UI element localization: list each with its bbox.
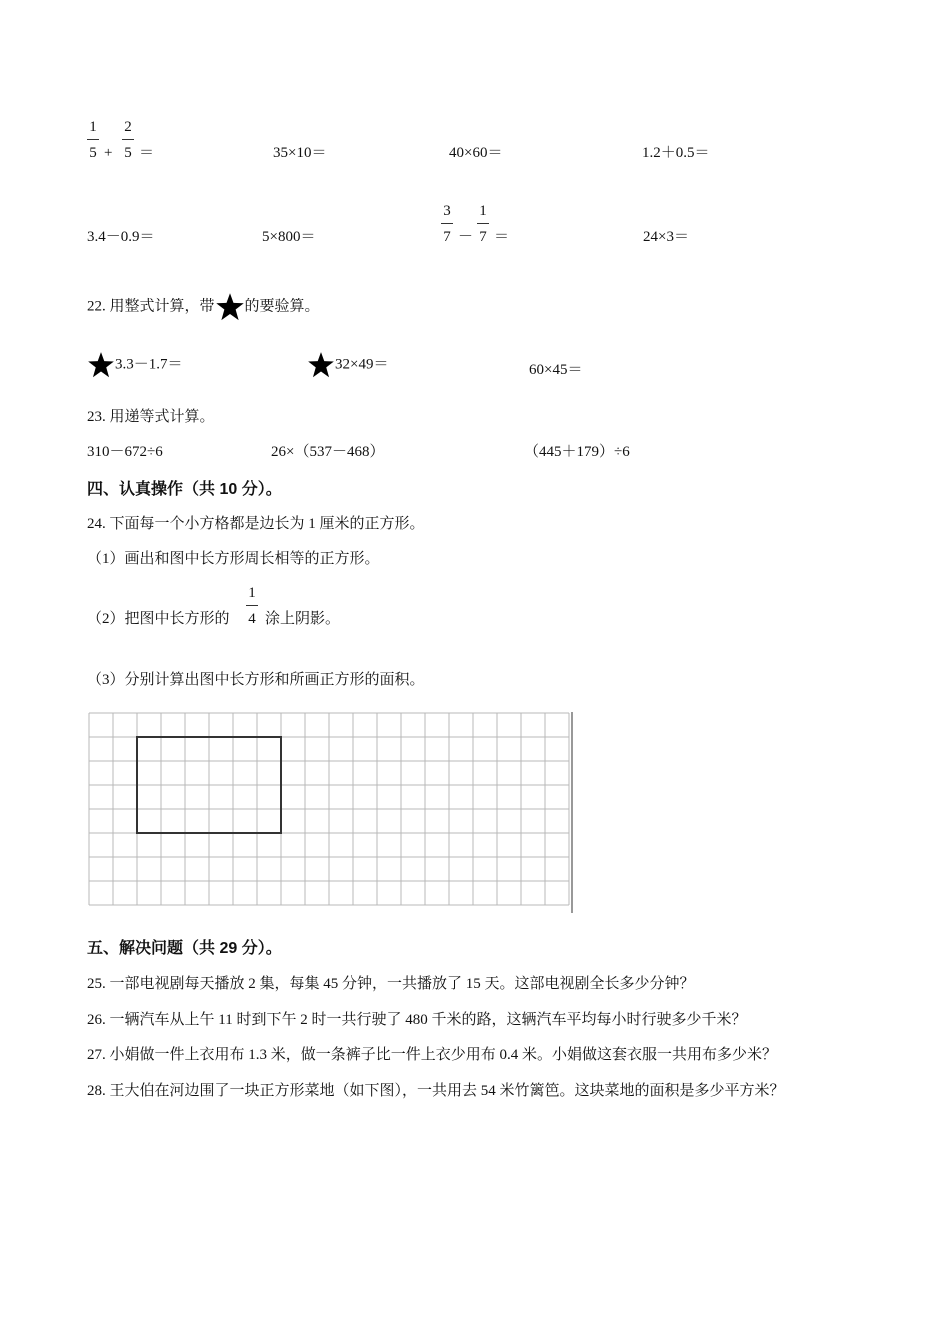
expression-1.2plus0.5: 1.2＋0.5＝ xyxy=(642,145,710,161)
expression-24x3: 24×3＝ xyxy=(643,229,689,245)
fraction-denominator: 5 xyxy=(124,145,132,161)
star-icon xyxy=(215,292,245,322)
q23-expression-3: （445＋179）÷6 xyxy=(524,444,630,460)
question-22-prefix: 22. 用整式计算，带 xyxy=(87,298,215,315)
question-23-title: 23. 用递等式计算。 xyxy=(87,409,215,425)
expression-5x800: 5×800＝ xyxy=(262,229,316,245)
question-26: 26. 一辆汽车从上午 11 时到下午 2 时一共行驶了 480 千米的路，这辆汽车平均每小时行驶多少千米？ xyxy=(87,1012,747,1028)
q24-sub-2-prefix: （2）把图中长方形的 xyxy=(87,611,230,627)
star-icon xyxy=(87,350,115,380)
question-22 xyxy=(87,292,320,322)
minus-sign: － xyxy=(458,229,474,245)
fraction-two-fifths xyxy=(122,120,134,161)
question-28: 28. 王大伯在河边围了一块正方形菜地（如下图），一共用去 54 米竹篱笆。这块菜地的面积是多少平方米？ xyxy=(87,1083,785,1099)
plus-sign: + xyxy=(104,145,113,161)
equals-sign: ＝ xyxy=(139,145,155,161)
expression-35x10: 35×10＝ xyxy=(273,145,327,161)
square-grid-figure xyxy=(88,712,578,925)
question-25: 25. 一部电视剧每天播放 2 集，每集 45 分钟，一共播放了 15 天。这部电视剧全长多少分钟？ xyxy=(87,976,695,992)
fraction-numerator: 3 xyxy=(443,203,451,219)
fraction-denominator: 7 xyxy=(443,229,451,245)
q23-expression-1: 310－672÷6 xyxy=(87,444,163,460)
section-5-heading: 五、解决问题（共 29 分）。 xyxy=(87,940,282,957)
expression-40x60: 40×60＝ xyxy=(449,145,503,161)
q24-sub-2-suffix: 涂上阴影。 xyxy=(265,611,341,627)
fraction-one-fifth xyxy=(87,120,99,161)
q23-expression-2: 26×（537－468） xyxy=(271,444,385,460)
fraction-denominator: 5 xyxy=(89,145,97,161)
q22-expression-2: 32×49＝ xyxy=(307,350,388,380)
fraction-one-quarter xyxy=(246,586,258,627)
star-icon xyxy=(307,350,335,380)
fraction-one-seventh xyxy=(477,204,489,245)
section-4-heading: 四、认真操作（共 10 分）。 xyxy=(87,481,282,498)
question-27: 27. 小娟做一件上衣用布 1.3 米，做一条裤子比一件上衣少用布 0.4 米。小娟做这套衣服一共用布多少米？ xyxy=(87,1047,778,1063)
question-24: 24. 下面每一个小方格都是边长为 1 厘米的正方形。 xyxy=(87,516,425,532)
q22-expression-3: 60×45＝ xyxy=(529,362,583,378)
fraction-numerator: 1 xyxy=(248,585,256,601)
fraction-three-sevenths xyxy=(441,204,453,245)
q24-sub-1: （1）画出和图中长方形周长相等的正方形。 xyxy=(87,551,380,567)
question-22-suffix: 的要验算。 xyxy=(244,298,320,315)
expression-3.4minus0.9: 3.4－0.9＝ xyxy=(87,229,155,245)
equals-sign: ＝ xyxy=(494,229,510,245)
fraction-numerator: 2 xyxy=(124,119,132,135)
fraction-numerator: 1 xyxy=(89,119,97,135)
fraction-denominator: 4 xyxy=(248,611,256,627)
fraction-denominator: 7 xyxy=(479,229,487,245)
q24-sub-3: （3）分别计算出图中长方形和所画正方形的面积。 xyxy=(87,672,425,688)
fraction-numerator: 1 xyxy=(479,203,487,219)
grid-svg xyxy=(88,712,578,920)
q22-expression-1: 3.3－1.7＝ xyxy=(87,350,183,380)
